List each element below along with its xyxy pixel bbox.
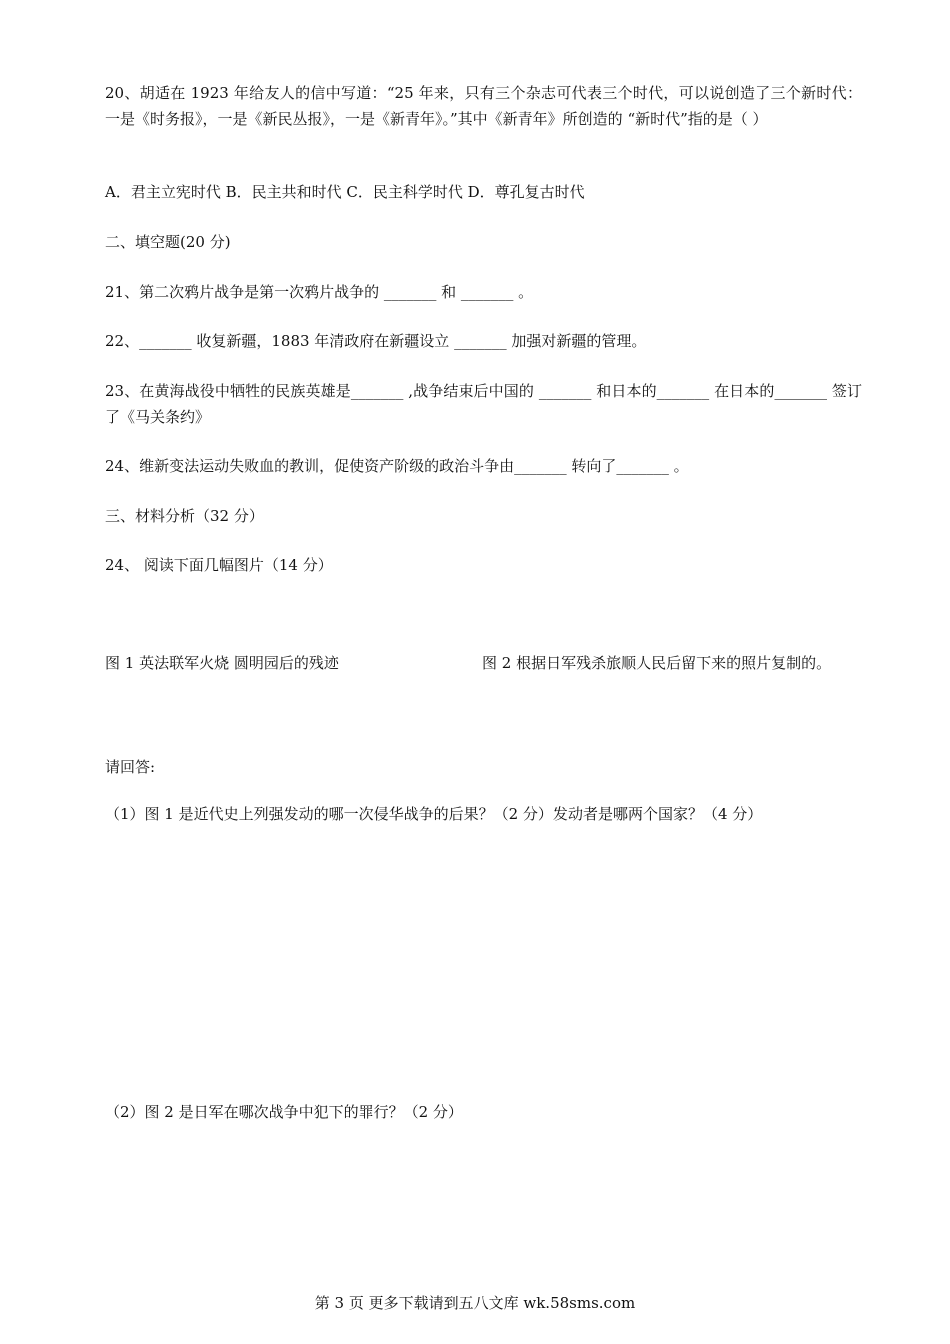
page-footer: 第 3 页 更多下载请到五八文库 wk.58sms.com xyxy=(314,1294,636,1312)
sub-question-2: （2）图 2 是日军在哪次战争中犯下的罪行？（2 分） xyxy=(105,1103,463,1121)
section-material-title: 三、材料分析（32 分） xyxy=(105,507,264,525)
question-21: 21、第二次鸦片战争是第一次鸦片战争的 _______ 和 _______ 。 xyxy=(105,283,534,301)
question-23: 23、在黄海战役中牺牲的民族英雄是_______ ,战争结束后中国的 _______ 和日本的_______ 在日本的_______ 签订了《马关条约》 xyxy=(105,382,862,426)
question-20-options: A．君主立宪时代 B．民主共和时代 C．民主科学时代 D．尊孔复古时代 xyxy=(105,183,585,201)
figure-1-caption: 图 1 英法联军火烧 圆明园后的残迹 xyxy=(105,654,339,672)
answer-prompt: 请回答: xyxy=(105,758,156,776)
section-fill-in-title: 二、填空题(20 分) xyxy=(105,233,231,251)
sub-question-1: （1）图 1 是近代史上列强发动的哪一次侵华战争的后果？（2 分）发动者是哪两个国家？（4 分） xyxy=(105,805,763,823)
question-24-material: 24、 阅读下面几幅图片（14 分） xyxy=(105,556,333,574)
figure-2-caption: 图 2 根据日军残杀旅顺人民后留下来的照片复制的。 xyxy=(482,654,832,672)
question-20-stem: 20、胡适在 1923 年给友人的信中写道：“25 年来，只有三个杂志可代表三个时代，可以说创造了三个新时代：一是《时务报》，一是《新民丛报》，一是《新青年》。”其中《新青年》所创造的 “新时代”指的是（ ） xyxy=(105,84,862,128)
question-24: 24、维新变法运动失败血的教训，促使资产阶级的政治斗争由_______ 转向了_______ 。 xyxy=(105,457,689,475)
question-22: 22、_______ 收复新疆，1883 年清政府在新疆设立 _______ 加强对新疆的管理。 xyxy=(105,332,647,350)
